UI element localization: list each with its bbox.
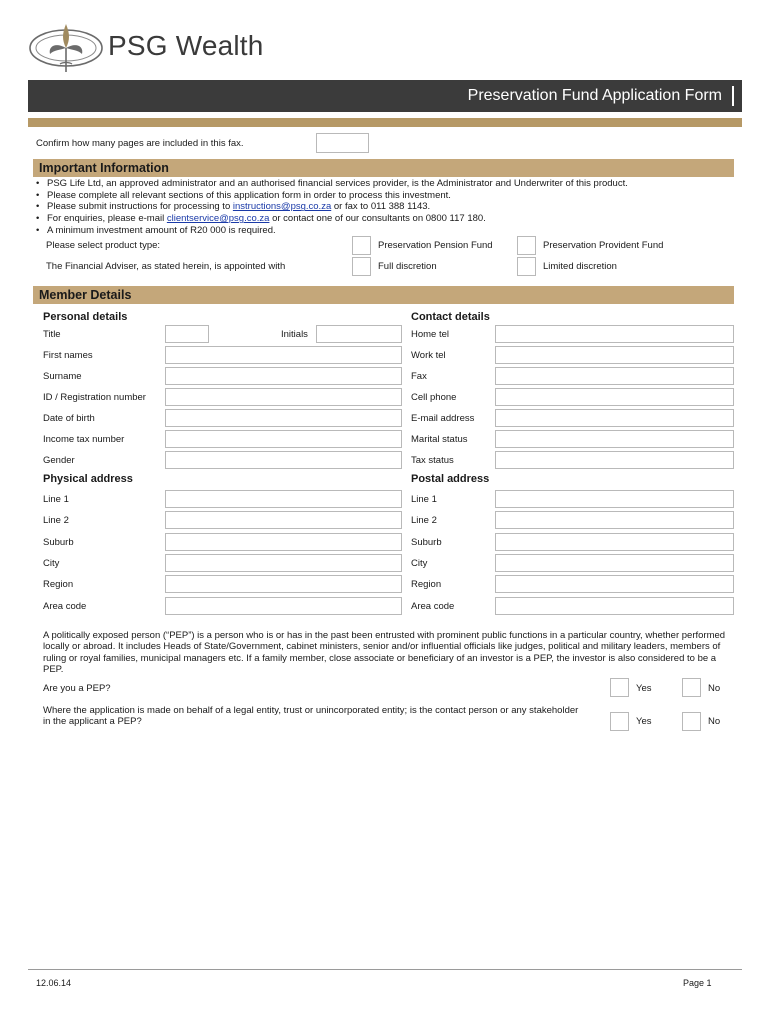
limited-discretion-checkbox[interactable]	[517, 257, 536, 276]
gender-input[interactable]	[165, 451, 402, 469]
personal-details-heading: Personal details	[43, 311, 128, 323]
pep1-yes-label: Yes	[636, 683, 652, 694]
id-number-label: ID / Registration number	[43, 392, 146, 403]
postal-line1-label: Line 1	[411, 494, 437, 505]
work-tel-input[interactable]	[495, 346, 734, 364]
title-input[interactable]	[165, 325, 209, 343]
postal-area-code-label: Area code	[411, 601, 455, 612]
important-info-list	[36, 178, 736, 237]
title-label: Title	[43, 329, 61, 340]
physical-line1-input[interactable]	[165, 490, 402, 508]
form-title-bar	[28, 80, 742, 112]
postal-area-code-input[interactable]	[495, 597, 734, 615]
adviser-discretion-label: The Financial Adviser, as stated herein, is appointed with	[46, 261, 286, 272]
postal-address-heading: Postal address	[411, 473, 490, 485]
physical-city-label: City	[43, 558, 60, 569]
bullet-item	[36, 213, 736, 225]
member-details-heading: Member Details	[33, 286, 734, 304]
physical-line2-input[interactable]	[165, 511, 402, 529]
tax-status-input[interactable]	[495, 451, 734, 469]
physical-address-heading: Physical address	[43, 473, 133, 485]
physical-area-code-input[interactable]	[165, 597, 402, 615]
pep1-no-label: No	[708, 683, 721, 694]
postal-line2-input[interactable]	[495, 511, 734, 529]
marital-status-label: Marital status	[411, 434, 468, 445]
clientservice-email-link[interactable]: clientservice@psg.co.za	[166, 213, 270, 225]
product-type-label: Please select product type:	[46, 240, 161, 251]
dob-input[interactable]	[165, 409, 402, 427]
footer-divider	[28, 969, 742, 970]
pep1-yes-checkbox[interactable]	[610, 678, 629, 697]
physical-suburb-input[interactable]	[165, 533, 402, 551]
pep-definition: A politically exposed person (“PEP”) is a person who is or has in the past been entrusted with prominent public functions in a particular country, whether performed locally or abroad. It includes Heads of State/Government, cabinet ministers, senior and/or influential officials like judges, political and military leaders, members of ruling or royal families, municipal managers etc. If a family member, close associate or beneficiary of an investor is a PEP, the investor is also considered to be a PEP.	[43, 630, 726, 675]
physical-region-input[interactable]	[165, 575, 402, 593]
email-label: E-mail address	[411, 413, 475, 424]
postal-region-label: Region	[411, 579, 442, 590]
id-number-input[interactable]	[165, 388, 402, 406]
initials-input[interactable]	[316, 325, 402, 343]
fax-label: Fax	[411, 371, 427, 382]
pep2-yes-label: Yes	[636, 716, 652, 727]
postal-region-input[interactable]	[495, 575, 734, 593]
psg-logo	[26, 20, 286, 76]
footer-page-number: Page 1	[683, 978, 712, 988]
fax-confirm-label: Confirm how many pages are included in this fax.	[36, 138, 244, 149]
cell-phone-label: Cell phone	[411, 392, 457, 403]
first-names-input[interactable]	[165, 346, 402, 364]
full-discretion-checkbox[interactable]	[352, 257, 371, 276]
email-input[interactable]	[495, 409, 734, 427]
cell-phone-input[interactable]	[495, 388, 734, 406]
instructions-email-link[interactable]: instructions@psg.co.za	[232, 201, 332, 213]
fax-input[interactable]	[495, 367, 734, 385]
bullet-text: For enquiries, please e-mail	[47, 213, 167, 225]
physical-line1-label: Line 1	[43, 494, 69, 505]
postal-suburb-label: Suburb	[411, 537, 442, 548]
psg-emblem-icon	[26, 20, 106, 76]
physical-city-input[interactable]	[165, 554, 402, 572]
bullet-text: or fax to 011 388 1143.	[331, 201, 431, 213]
bullet-item: • PSG Life Ltd, an approved administrator and an authorised financial services provider, is the Administrator and Underwriter of this product.	[36, 178, 736, 190]
home-tel-input[interactable]	[495, 325, 734, 343]
provident-fund-label: Preservation Provident Fund	[543, 240, 664, 251]
bullet-text: or contact one of our consultants on 0800 117 180.	[269, 213, 486, 225]
initials-label: Initials	[281, 329, 308, 340]
gender-label: Gender	[43, 455, 75, 466]
pension-fund-checkbox[interactable]	[352, 236, 371, 255]
contact-details-heading: Contact details	[411, 311, 490, 323]
bullet-item: • Please complete all relevant sections of this application form in order to process this investment.	[36, 190, 736, 202]
pep1-no-checkbox[interactable]	[682, 678, 701, 697]
pep2-no-checkbox[interactable]	[682, 712, 701, 731]
full-discretion-label: Full discretion	[378, 261, 437, 272]
postal-line2-label: Line 2	[411, 515, 437, 526]
postal-city-input[interactable]	[495, 554, 734, 572]
limited-discretion-label: Limited discretion	[543, 261, 617, 272]
marital-status-input[interactable]	[495, 430, 734, 448]
pep2-yes-checkbox[interactable]	[610, 712, 629, 731]
pep-question-1: Are you a PEP?	[43, 683, 111, 694]
provident-fund-checkbox[interactable]	[517, 236, 536, 255]
surname-input[interactable]	[165, 367, 402, 385]
income-tax-label: Income tax number	[43, 434, 125, 445]
title-divider	[732, 86, 734, 106]
surname-label: Surname	[43, 371, 82, 382]
income-tax-input[interactable]	[165, 430, 402, 448]
pep2-no-label: No	[708, 716, 721, 727]
physical-region-label: Region	[43, 579, 74, 590]
dob-label: Date of birth	[43, 413, 95, 424]
bullet-item: • A minimum investment amount of R20 000 is required.	[36, 225, 736, 237]
physical-line2-label: Line 2	[43, 515, 69, 526]
physical-suburb-label: Suburb	[43, 537, 74, 548]
home-tel-label: Home tel	[411, 329, 450, 340]
important-info-heading: Important Information	[33, 159, 734, 177]
gold-divider	[28, 118, 742, 127]
form-title: Preservation Fund Application Form	[467, 87, 722, 104]
fax-pages-input[interactable]	[316, 133, 369, 153]
first-names-label: First names	[43, 350, 93, 361]
bullet-item	[36, 201, 736, 213]
bullet-text: Please submit instructions for processing to	[47, 201, 233, 213]
tax-status-label: Tax status	[411, 455, 454, 466]
work-tel-label: Work tel	[411, 350, 446, 361]
postal-line1-input[interactable]	[495, 490, 734, 508]
postal-suburb-input[interactable]	[495, 533, 734, 551]
brand-name: PSG Wealth	[108, 30, 264, 61]
pension-fund-label: Preservation Pension Fund	[378, 240, 493, 251]
footer-date: 12.06.14	[36, 978, 72, 988]
postal-city-label: City	[411, 558, 428, 569]
physical-area-code-label: Area code	[43, 601, 87, 612]
pep-question-2: Where the application is made on behalf of a legal entity, trust or unincorporated entity; is the contact person or any stakeholder in the applicant a PEP?	[43, 705, 579, 728]
